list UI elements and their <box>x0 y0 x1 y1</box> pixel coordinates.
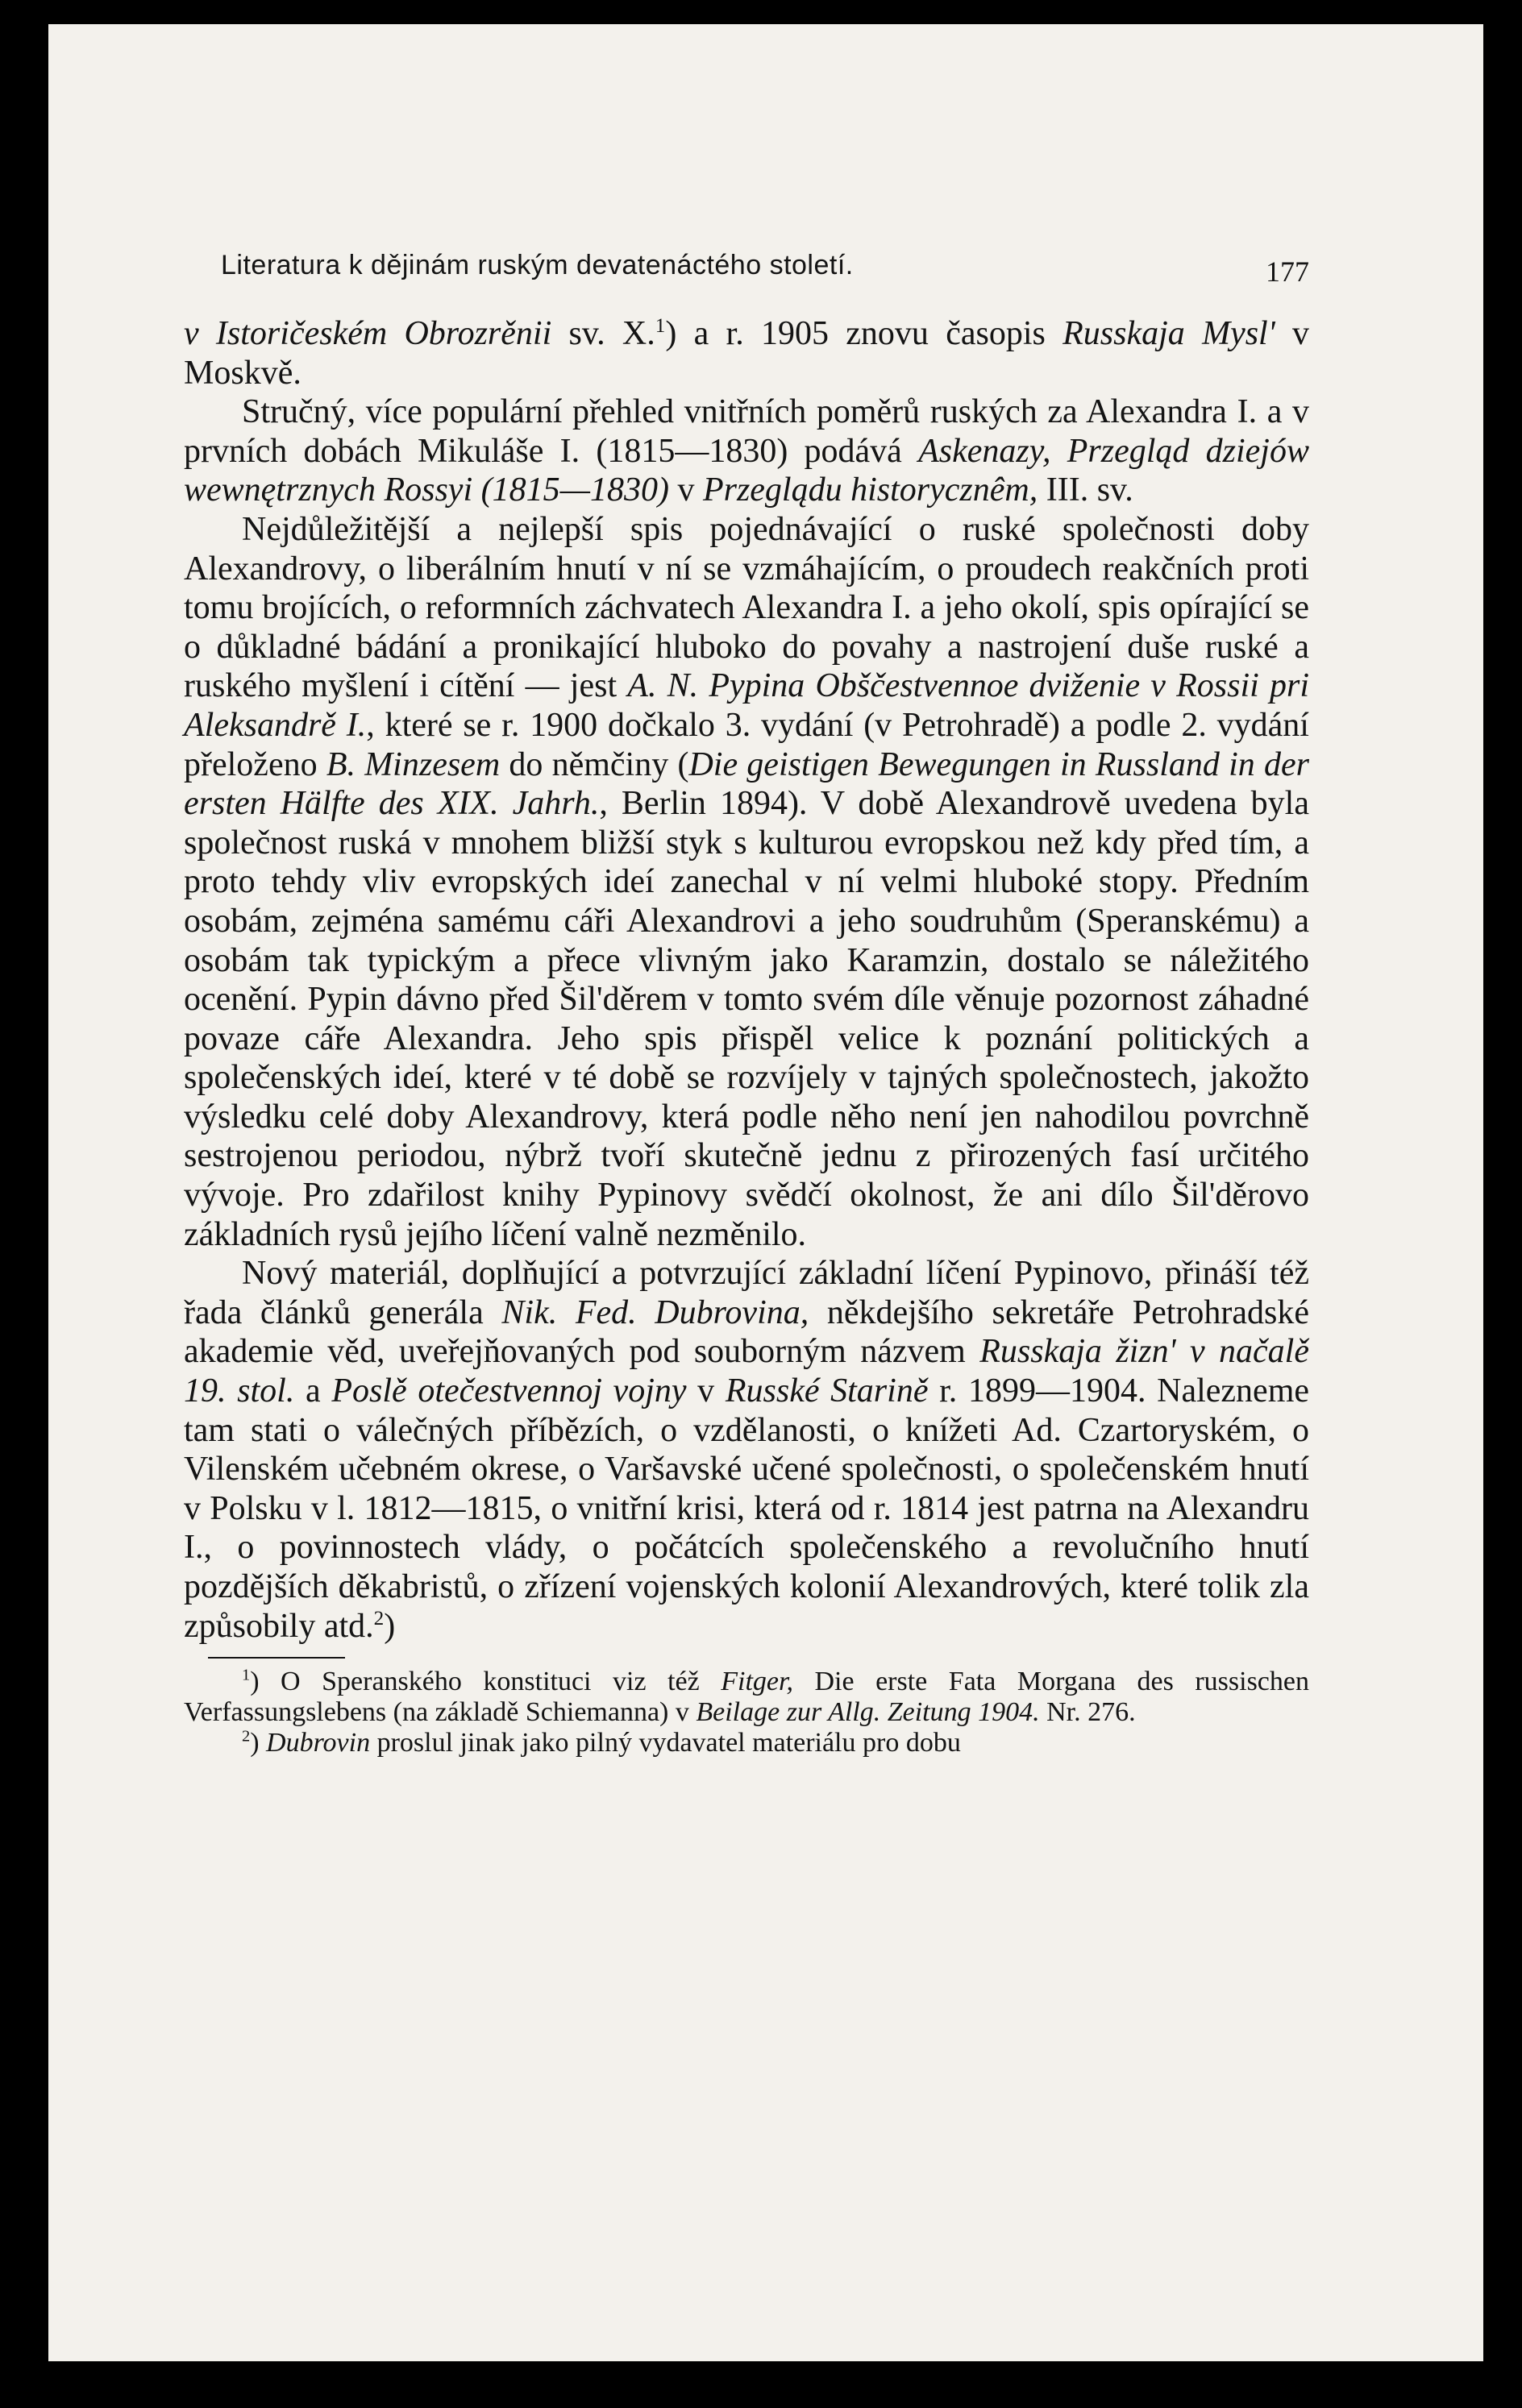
paragraph-1 <box>184 314 1309 392</box>
p1-italic-a: v Istoričeském Obrozrěnii <box>184 315 552 352</box>
footnote-1-mark: 1 <box>242 1666 251 1684</box>
p1-text-f: v Moskvě. <box>184 315 1309 392</box>
p1-footnote-ref: 1 <box>655 315 666 337</box>
running-title: Literatura k dějinám ruským devatenáctého století. <box>221 250 854 280</box>
fn1-text-e: Nr. 276. <box>1039 1697 1136 1728</box>
p4-text-k: ) <box>384 1607 396 1645</box>
p3-text-a: Nejdůležitější a nejlepší spis pojednávající o ruské společnosti doby Alexandrovy, o liberálním hnutí v ní se vzmáhajícím, o proudech reakčních proti tomu brojících, o reformních záchvatech Alexandra I. a jeho okolí, spis opírající se o důkladné bádání a pronikající hluboko do povahy a nastrojení duše ruské a ruského myšlení i cítění — jest <box>184 510 1309 705</box>
fn2-text-c: proslul jinak jako pilný vydavatel materiálu pro dobu <box>370 1728 961 1758</box>
p4-text-i: r. 1899—1904. Nalezneme tam stati o válečných příbězích, o vzdělanosti, o knížeti Ad. Czartoryském, o Vilenském učebném okrese, o Varšavské učené společnosti, o společenském hnutí v Polsku v l. 1812—1815, o vnitřní krisi, která od r. 1814 jest patrna na Alexandru I., o povinnostech vlády, o počátcích společenského a revolučního hnutí pozdějších děkabristů, o zřízení vojenských kolonií Alexandrových, které tolik zla způsobily atd. <box>184 1372 1310 1645</box>
p3-italic-d: B. Minzesem <box>326 745 501 783</box>
fn2-text-a: ) <box>250 1728 267 1758</box>
p4-text-c: někdejšího sekretáře Petrohradské akademie věd, uveřejňovaných pod souborným názvem <box>184 1293 1309 1371</box>
fn1-text-c: Die erste Fata Morgana des russischen Verfassungslebens (na základě Schiemanna) v <box>184 1667 1309 1728</box>
p2-text-e: III. sv. <box>1038 471 1133 509</box>
p2-text-c: v <box>668 471 703 509</box>
fn2-italic-b: Dubrovin <box>266 1728 371 1758</box>
running-header <box>184 242 1309 290</box>
p4-text-e: a <box>294 1372 332 1410</box>
p4-text-a: Nový materiál, doplňující a potvrzující základní líčení Pypinovo, přináší též řada článků generála <box>184 1255 1309 1331</box>
main-text <box>184 314 1309 1646</box>
p3-italic-f: Die geistigen Bewegungen in Russland in der ersten Hälfte des XIX. Jahrh. <box>184 745 1309 823</box>
p4-italic-f: Poslě otečestvennoj vojny <box>331 1372 687 1410</box>
footnote-divider <box>208 1657 345 1659</box>
p1-italic-e: Russkaja Mysl' <box>1062 315 1275 352</box>
footnotes <box>184 1667 1309 1758</box>
paragraph-2 <box>184 392 1309 510</box>
p3-text-e: do němčiny ( <box>500 745 689 783</box>
paragraph-4 <box>184 1254 1309 1646</box>
page-text-block <box>184 242 1309 1758</box>
p4-italic-b: Nik. Fed. Dubrovina, <box>501 1293 809 1331</box>
fn1-text-a: ) O Speranského konstituci viz též <box>250 1667 721 1697</box>
footnote-2-mark: 2 <box>242 1727 251 1746</box>
p1-text-b: sv. X. <box>551 315 655 352</box>
p2-italic-d: Przeglądu historycznêm, <box>702 471 1038 509</box>
page-number: 177 <box>1266 255 1309 288</box>
footnote-2 <box>184 1728 1309 1758</box>
p3-text-c: , které se r. 1900 dočkalo 3. vydání (v Petrohradě) a podle 2. vydání přeloženo <box>184 706 1309 783</box>
p4-text-g: v <box>686 1372 726 1410</box>
p2-text-a: Stručný, více populární přehled vnitřních poměrů ruských za Alexandra I. a v prvních dobách Mikuláše I. (1815—1830) podává <box>184 393 1309 470</box>
p3-text-g: , Berlin 1894). V době Alexandrově uvedena byla společnost ruská v mnohem bližší styk s kulturou evropskou než kdy před tím, a proto tehdy vliv evropských ideí zanechal v ní velmi hluboké stopy. Předním osobám, zejména samému cáři Alexandrovi a jeho soudruhům (Speranskému) a osobám tak typickým a přece vlivným jako Karamzin, dostalo se náležitého ocenění. Pypin dávno před Šil'děrem v tomto svém díle věnuje pozornost záhadné povaze cáře Alexandra. Jeho spis přispěl velice k poznání politických a společenských ideí, které v té době se rozvíjely v tajných společnostech, jakožto výsledku celé doby Alexandrovy, která podle něho není jen nahodilou povrchně sestrojenou periodou, nýbrž tvoří skutečně jednu z přirozených fasí určitého vývoje. Pro zdařilost knihy Pypinovy svědčí okolnost, že ani dílo Šil'děrovo základních rysů jejího líčení valně nezměnilo. <box>184 785 1309 1253</box>
paragraph-3 <box>184 510 1309 1254</box>
p4-italic-h: Russké Starině <box>725 1372 929 1410</box>
p1-text-d: ) a r. 1905 znovu časopis <box>665 315 1063 352</box>
p3-italic-b: A. N. Pypina Obščestvennoe dviženie v Rossii pri Aleksandrě I. <box>184 667 1309 744</box>
fn1-italic-b: Fitger, <box>721 1667 793 1697</box>
p4-footnote-ref: 2 <box>373 1607 385 1630</box>
p4-italic-d: Russkaja žizn' v načalě 19. stol. <box>184 1333 1309 1410</box>
book-page <box>48 24 1483 2361</box>
footnote-1 <box>184 1667 1309 1728</box>
fn1-italic-d: Beilage zur Allg. Zeitung 1904. <box>696 1697 1040 1728</box>
p2-italic-b: Askenazy, Przegląd dziejów wewnętrznych Rossyi (1815—1830) <box>184 432 1309 509</box>
